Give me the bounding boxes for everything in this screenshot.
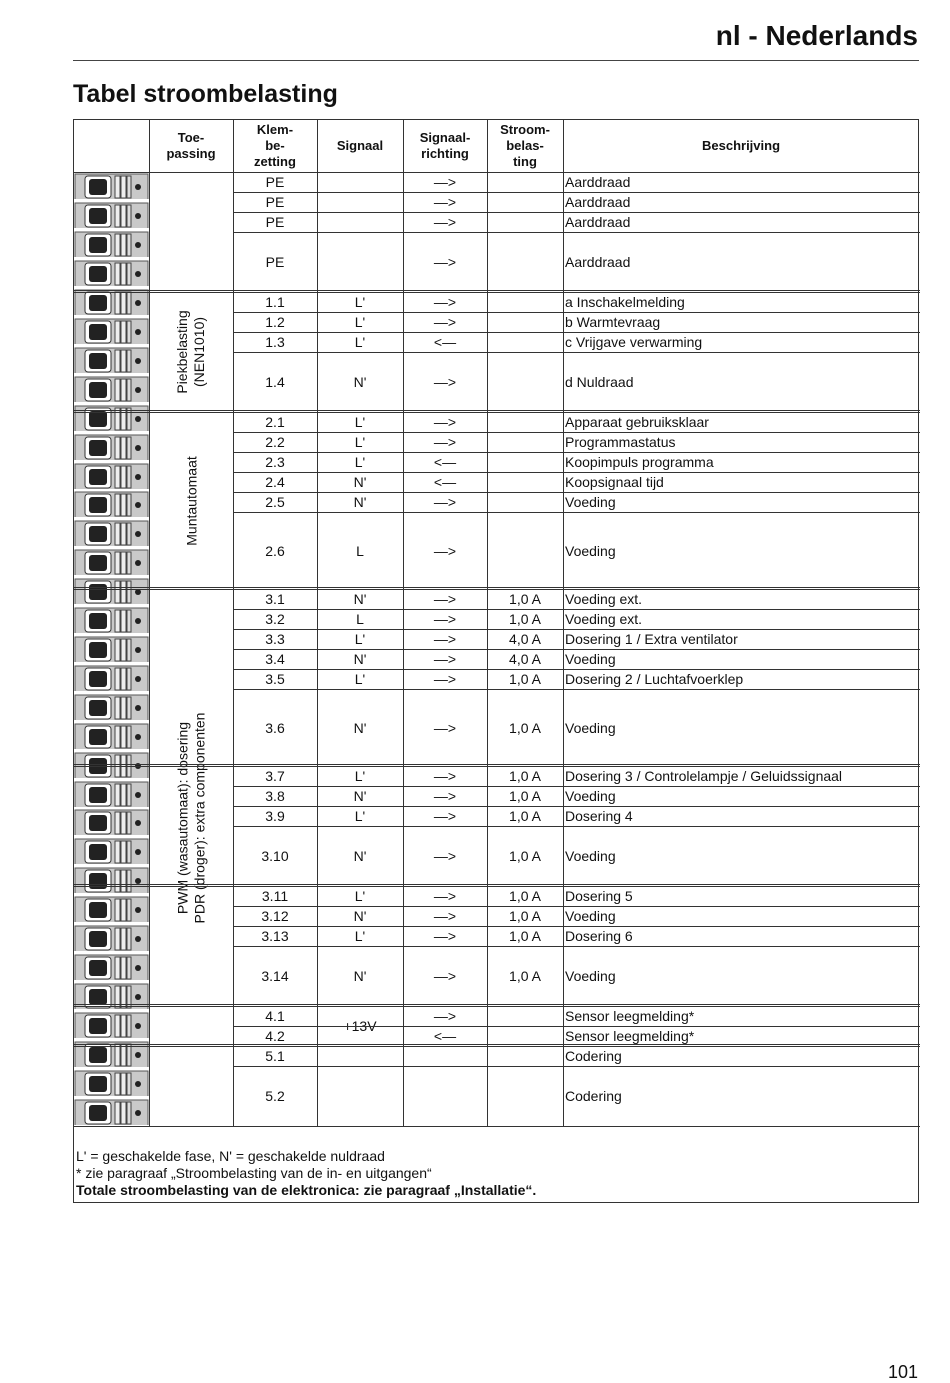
cell-beschrijving: Dosering 3 / Controlelampje / Geluidssignaal	[565, 768, 843, 784]
cell-signaal: L'	[354, 434, 366, 450]
cell-richting: —>	[433, 968, 457, 984]
cell-stroom	[487, 472, 563, 492]
cell-signaal: L'	[354, 454, 366, 470]
cell-signaal: L'	[354, 808, 366, 824]
cell-richting: —>	[433, 848, 457, 864]
cell-richting: —>	[433, 214, 457, 230]
cell-klem: 3.7	[265, 768, 285, 784]
cell-stroom: 1,0 A	[509, 719, 541, 736]
cell-signaal: N'	[353, 788, 367, 804]
cell-stroom	[487, 192, 563, 212]
cell-klem: 3.13	[261, 928, 289, 944]
cell-richting: —>	[433, 591, 457, 607]
row-divider	[233, 1026, 920, 1027]
note-reference: * zie paragraaf „Stroombelasting van de in- en uitgangen“	[76, 1165, 432, 1181]
cell-stroom	[487, 292, 563, 312]
cell-richting: —>	[433, 908, 457, 924]
col-header-stroombelasting: Stroom- belas- ting	[500, 122, 550, 169]
terminal-block-icon	[74, 1070, 149, 1096]
cell-richting: —>	[433, 651, 457, 667]
cell-signaal: L'	[354, 888, 366, 904]
cell-richting: —>	[433, 888, 457, 904]
row-divider	[233, 649, 920, 650]
column-divider	[233, 120, 234, 1126]
cell-beschrijving: Voeding	[565, 908, 616, 924]
cell-klem: 3.9	[265, 808, 285, 824]
cell-signaal: N'	[353, 474, 367, 490]
cell-stroom	[487, 212, 563, 232]
cell-richting: —>	[433, 194, 457, 210]
cell-klem: 2.3	[265, 454, 285, 470]
cell-signaal	[317, 192, 403, 212]
row-divider	[233, 472, 920, 473]
row-divider	[233, 806, 920, 807]
cell-richting: —>	[433, 719, 457, 736]
cell-beschrijving: Apparaat gebruiksklaar	[565, 414, 709, 430]
row-divider	[233, 452, 920, 453]
cell-stroom	[487, 452, 563, 472]
terminal-block-icon	[74, 173, 149, 199]
cell-klem: 1.4	[265, 374, 285, 390]
cell-klem: 1.2	[265, 314, 285, 330]
cell-beschrijving: Voeding ext.	[565, 591, 643, 607]
cell-klem: 3.5	[265, 671, 285, 687]
terminal-block-icon	[74, 578, 149, 604]
cell-klem: 3.8	[265, 788, 285, 804]
note-total-load: Totale stroombelasting van de elektronica: zie paragraaf „Installatie“.	[76, 1182, 537, 1198]
terminal-block-icon	[74, 838, 149, 864]
cell-beschrijving: Codering	[565, 1088, 622, 1104]
cell-stroom	[487, 172, 563, 192]
terminal-block-icon	[74, 318, 149, 344]
cell-richting: —>	[433, 254, 457, 270]
cell-richting: —>	[433, 928, 457, 944]
cell-stroom: 1,0 A	[509, 611, 541, 627]
cell-richting: —>	[433, 808, 457, 824]
cell-beschrijving: Dosering 2 / Luchtafvoerklep	[565, 671, 744, 687]
terminal-block-icon	[74, 1099, 149, 1125]
cell-signaal: N'	[353, 591, 367, 607]
cell-richting: —>	[433, 1008, 457, 1024]
terminal-block-icon	[74, 636, 149, 662]
cell-richting: —>	[433, 314, 457, 330]
row-divider	[74, 410, 920, 413]
cell-signaal: N'	[353, 719, 367, 736]
cell-klem: 2.4	[265, 474, 285, 490]
row-divider	[74, 1004, 920, 1007]
cell-klem: 3.3	[265, 631, 285, 647]
cell-signaal	[317, 172, 403, 192]
terminal-block-icon	[74, 809, 149, 835]
terminal-block-icon	[74, 405, 149, 431]
terminal-block-icon	[74, 376, 149, 402]
cell-signaal: N'	[353, 494, 367, 510]
cell-beschrijving: Aarddraad	[565, 194, 631, 210]
cell-richting	[403, 1066, 487, 1126]
row-divider	[233, 192, 920, 193]
cell-richting: —>	[433, 611, 457, 627]
group-label-muntautomaat: Muntautomaat	[182, 455, 199, 546]
cell-stroom	[487, 1066, 563, 1126]
cell-klem: PE	[265, 194, 285, 210]
cell-klem: PE	[265, 254, 285, 270]
cell-stroom	[487, 492, 563, 512]
cell-beschrijving: Koopimpuls programma	[565, 454, 714, 470]
cell-klem: 2.5	[265, 494, 285, 510]
cell-signaal: L'	[354, 294, 366, 310]
cell-stroom: 1,0 A	[509, 968, 541, 984]
cell-stroom	[487, 352, 563, 412]
row-divider	[74, 172, 920, 173]
row-divider	[233, 312, 920, 313]
row-divider	[233, 826, 920, 827]
cell-klem: 4.2	[265, 1028, 285, 1044]
cell-stroom	[487, 412, 563, 432]
row-divider	[233, 492, 920, 493]
cell-richting	[403, 1046, 487, 1066]
cell-stroom	[487, 1046, 563, 1066]
cell-stroom	[487, 1006, 563, 1026]
cell-klem: 4.1	[265, 1008, 285, 1024]
row-divider	[233, 926, 920, 927]
cell-signaal: L'	[354, 414, 366, 430]
terminal-block-icon	[74, 954, 149, 980]
cell-beschrijving: b Warmtevraag	[565, 314, 661, 330]
cell-stroom: 4,0 A	[509, 651, 541, 667]
col-header-signaalrichting: Signaal- richting	[419, 130, 471, 161]
terminal-block-icon	[74, 347, 149, 373]
cell-stroom: 1,0 A	[509, 788, 541, 804]
row-divider	[233, 669, 920, 670]
row-divider	[233, 946, 920, 947]
terminal-block-icon	[74, 434, 149, 460]
cell-beschrijving: Dosering 6	[565, 928, 633, 944]
cell-beschrijving: d Nuldraad	[565, 374, 634, 390]
cell-beschrijving: Dosering 5	[565, 888, 633, 904]
cell-signaal: L'	[354, 314, 366, 330]
terminal-block-icon	[74, 1012, 149, 1038]
cell-signaal: L'	[354, 334, 366, 350]
cell-beschrijving: Voeding	[565, 651, 616, 667]
cell-signaal: L'	[354, 768, 366, 784]
terminal-block-icon	[74, 665, 149, 691]
cell-klem: PE	[265, 214, 285, 230]
note-legend: L' = geschakelde fase, N' = geschakelde nuldraad	[76, 1148, 385, 1164]
cell-beschrijving: Dosering 4	[565, 808, 633, 824]
column-divider	[403, 120, 404, 1126]
cell-signaal: N'	[353, 651, 367, 667]
row-divider	[233, 906, 920, 907]
cell-beschrijving: Aarddraad	[565, 174, 631, 190]
cell-stroom: 1,0 A	[509, 848, 541, 864]
terminal-block-icon	[74, 520, 149, 546]
cell-richting: <—	[433, 334, 457, 350]
cell-beschrijving: Voeding ext.	[565, 611, 643, 627]
row-divider	[233, 352, 920, 353]
cell-stroom: 1,0 A	[509, 808, 541, 824]
terminal-block-icon	[74, 867, 149, 893]
page-number: 101	[887, 1362, 918, 1382]
cell-stroom: 1,0 A	[509, 908, 541, 924]
row-divider	[74, 764, 920, 767]
cell-beschrijving: Voeding	[565, 848, 616, 864]
cell-signaal: L'	[354, 928, 366, 944]
cell-stroom: 1,0 A	[509, 591, 541, 607]
cell-signaal: L'	[354, 631, 366, 647]
cell-klem: 3.6	[265, 719, 285, 736]
terminal-block-icon	[74, 491, 149, 517]
cell-signaal	[317, 212, 403, 232]
group-label-pwm-pdr: PWM (wasautomaat): dosering PDR (droger): extra componenten	[174, 712, 207, 923]
cell-stroom: 1,0 A	[509, 888, 541, 904]
cell-signaal: N'	[353, 908, 367, 924]
cell-beschrijving: Sensor leegmelding*	[565, 1008, 695, 1024]
cell-signaal-merged: +13V	[343, 1018, 377, 1034]
cell-klem: 3.11	[261, 888, 289, 904]
cell-klem: 5.1	[265, 1048, 285, 1064]
row-divider	[233, 232, 920, 233]
row-divider	[74, 1126, 920, 1127]
cell-klem: 2.6	[265, 542, 285, 559]
cell-klem: 1.3	[265, 334, 285, 350]
cell-signaal	[317, 1046, 403, 1066]
cell-stroom	[487, 232, 563, 292]
cell-beschrijving: Koopsignaal tijd	[565, 474, 664, 490]
cell-richting: —>	[433, 174, 457, 190]
cell-signaal	[317, 1066, 403, 1126]
cell-stroom: 1,0 A	[509, 671, 541, 687]
row-divider	[233, 212, 920, 213]
header-rule	[73, 60, 919, 61]
cell-beschrijving: Voeding	[565, 968, 616, 984]
col-header-signaal: Signaal	[336, 138, 384, 153]
page-title: Tabel stroombelasting	[73, 80, 338, 108]
terminal-block-icon	[74, 925, 149, 951]
cell-richting: <—	[433, 454, 457, 470]
cell-beschrijving: Codering	[565, 1048, 622, 1064]
terminal-block-icon	[74, 694, 149, 720]
cell-beschrijving: Voeding	[565, 542, 616, 559]
cell-klem: 3.14	[261, 968, 289, 984]
cell-beschrijving: Voeding	[565, 494, 616, 510]
cell-beschrijving: Dosering 1 / Extra ventilator	[565, 631, 738, 647]
cell-klem: 2.2	[265, 434, 285, 450]
cell-signaal: N'	[353, 848, 367, 864]
row-divider	[233, 689, 920, 690]
cell-richting: —>	[433, 542, 457, 559]
cell-klem: 1.1	[265, 294, 285, 310]
cell-beschrijving: a Inschakelmelding	[565, 294, 685, 310]
cell-signaal: N'	[353, 968, 367, 984]
cell-beschrijving: Voeding	[565, 788, 616, 804]
row-divider	[74, 1044, 920, 1047]
col-header-toepassing: Toe- passing	[166, 130, 216, 161]
row-divider	[233, 1066, 920, 1067]
cell-beschrijving: c Vrijgave verwarming	[565, 334, 703, 350]
terminal-block-icon	[74, 723, 149, 749]
cell-richting: —>	[433, 414, 457, 430]
cell-signaal: N'	[353, 374, 367, 390]
cell-klem: 3.12	[261, 908, 289, 924]
row-divider	[233, 432, 920, 433]
cell-signaal: L'	[354, 671, 366, 687]
column-divider	[317, 120, 318, 1126]
col-header-klembezetting: Klem- be- zetting	[254, 122, 296, 169]
cell-signaal	[317, 232, 403, 292]
cell-stroom	[487, 512, 563, 589]
cell-klem: 2.1	[265, 414, 285, 430]
cell-stroom: 1,0 A	[509, 928, 541, 944]
cell-richting: —>	[433, 294, 457, 310]
row-divider	[233, 609, 920, 610]
cell-beschrijving: Aarddraad	[565, 254, 631, 270]
row-divider	[233, 332, 920, 333]
cell-richting: —>	[433, 494, 457, 510]
row-divider	[233, 629, 920, 630]
cell-stroom	[487, 1026, 563, 1046]
row-divider	[74, 290, 920, 293]
cell-klem: PE	[265, 174, 285, 190]
cell-klem: 3.1	[265, 591, 285, 607]
col-header-beschrijving: Beschrijving	[701, 138, 781, 153]
terminal-block-icon	[74, 896, 149, 922]
column-divider	[563, 120, 564, 1126]
terminal-block-icon	[74, 781, 149, 807]
language-header: nl - Nederlands	[715, 20, 918, 51]
cell-beschrijving: Programmastatus	[565, 434, 676, 450]
cell-beschrijving: Aarddraad	[565, 214, 631, 230]
cell-richting: —>	[433, 768, 457, 784]
cell-stroom: 4,0 A	[509, 631, 541, 647]
cell-richting: —>	[433, 434, 457, 450]
column-divider	[149, 120, 150, 1126]
cell-stroom	[487, 332, 563, 352]
cell-signaal: L	[356, 542, 364, 559]
terminal-block-icon	[74, 202, 149, 228]
cell-beschrijving: Voeding	[565, 719, 616, 736]
cell-klem: 3.10	[261, 848, 289, 864]
cell-stroom: 1,0 A	[509, 768, 541, 784]
cell-richting: —>	[433, 671, 457, 687]
cell-klem: 3.4	[265, 651, 285, 667]
group-label-piekbelasting: Piekbelasting (NEN1010)	[174, 310, 207, 394]
cell-klem: 3.2	[265, 611, 285, 627]
terminal-block-icon	[74, 231, 149, 257]
cell-richting: —>	[433, 374, 457, 390]
cell-richting: <—	[433, 474, 457, 490]
column-divider	[487, 120, 488, 1126]
current-load-table	[73, 119, 919, 1203]
row-divider	[233, 512, 920, 513]
cell-beschrijving: Sensor leegmelding*	[565, 1028, 695, 1044]
cell-richting: —>	[433, 788, 457, 804]
cell-richting: —>	[433, 631, 457, 647]
row-divider	[74, 884, 920, 887]
row-divider	[233, 786, 920, 787]
row-divider	[74, 587, 920, 590]
terminal-block-icon	[74, 463, 149, 489]
cell-klem: 5.2	[265, 1088, 285, 1104]
cell-signaal: L	[356, 611, 364, 627]
cell-stroom	[487, 432, 563, 452]
cell-richting: <—	[433, 1028, 457, 1044]
terminal-block-icon	[74, 260, 149, 286]
cell-stroom	[487, 312, 563, 332]
terminal-block-icon	[74, 607, 149, 633]
terminal-block-icon	[74, 549, 149, 575]
